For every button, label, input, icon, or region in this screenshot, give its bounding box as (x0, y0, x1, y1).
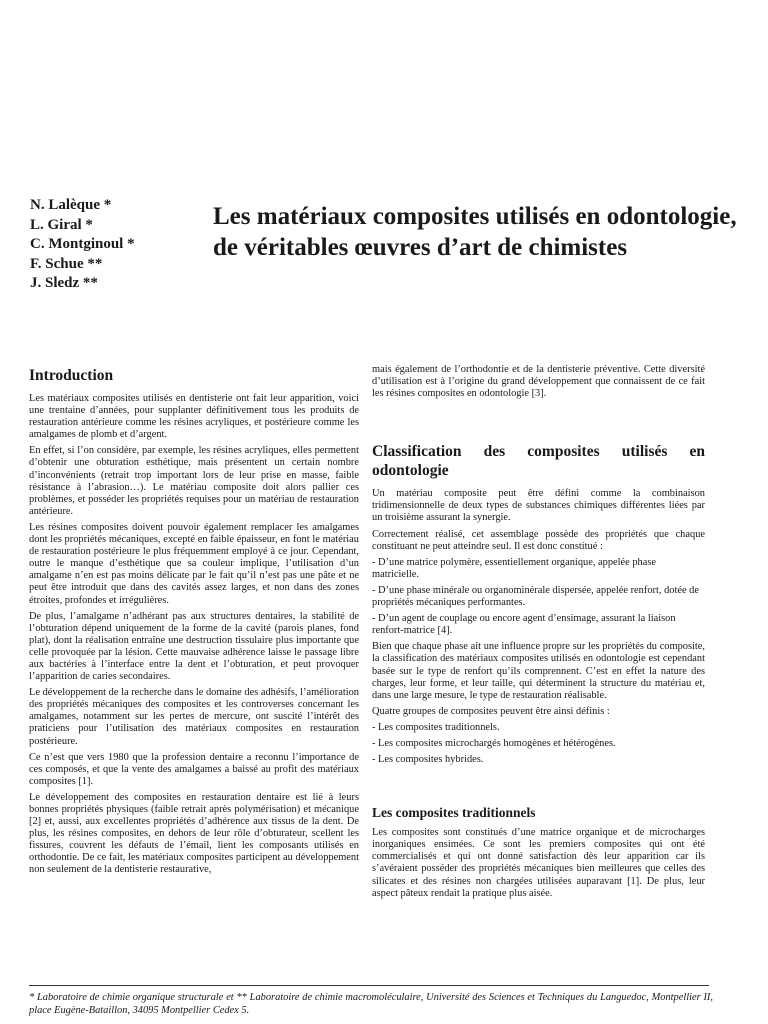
paragraph: Le développement de la recherche dans le domaine des adhésifs, l’amélioration des propriétés mécaniques des composites et les controverses concernant les amalgames, notamment sur les pertes de mercure, ont suscité l’intérêt des praticiens pour l’utilisation des matériaux composites en restauration postérieure. (29, 687, 359, 747)
paragraph: Un matériau composite peut être défini comme la combinaison tridimensionnelle de deux types de substances chimiques différentes liées par un troisième assurant la synergie. (372, 488, 705, 524)
list-item: - Les composites hybrides. (372, 754, 484, 766)
paragraph: Ce n’est que vers 1980 que la profession dentaire a reconnu l’importance de ces composés, et que la vente des amalgames a baissé au profit des matériaux composites [1]. (29, 751, 359, 787)
paragraph: Les matériaux composites utilisés en dentisterie ont fait leur apparition, voici une trentaine d’années, pour supplanter définitivement tous les produits de restauration antérieure comme les résines acryliques, et postérieure comme les amalgames de plomb et d’argent. (29, 393, 359, 441)
author-name: F. Schue ** (30, 255, 103, 272)
subsection-heading-traditionnels: Les composites traditionnels (372, 805, 536, 821)
section-heading-introduction: Introduction (29, 367, 114, 384)
list-item: - D’un agent de couplage ou encore agent d’ensimage, assurant la liaison renfort-matrice [4]. (372, 613, 676, 637)
author-name: N. Lalèque * (30, 197, 112, 213)
paragraph: Les composites sont constitués d’une matrice organique et de microcharges inorganiques ensimées. Ce sont les premiers composites qui ont été commercialisés et qui ont donné satisfaction dès leur apparition car ils s’avéraient posséder des propriétés mécaniques bien meilleures que celles des silicates et des résines non chargées utilisées auparavant [1]. De plus, leur aspect pâteux rendait la pratique plus aisée. (372, 827, 705, 899)
left-column (29, 366, 359, 881)
section-heading-classification: Classification des composites utilisés en odontologie (372, 443, 705, 480)
author-name: J. Sledz ** (30, 275, 98, 291)
paragraph: Bien que chaque phase ait une influence propre sur les propriétés du composite, la classification des matériaux composites utilisés en odontologie est cependant basée sur le type de renfort qu’ils comprennent. C’est en effet la nature des charges, leur forme, et leur taille, qui déterminent la structure du matériau et, dans une large mesure, le type de restauration réalisable. (372, 641, 705, 701)
paragraph-continuation: mais également de l’orthodontie et de la dentisterie préventive. Cette diversité d’utilisation est à l’origine du grand développement que connaissent de ce fait les résines composites en odontologie [3]. (372, 364, 705, 400)
paragraph: Correctement réalisé, cet assemblage possède des propriétés que chaque constituant ne peut atteindre seul. Il est donc constitué : (372, 528, 705, 552)
author-list (30, 196, 205, 294)
list-item: - Les composites traditionnels. (372, 721, 500, 733)
list-item: - D’une matrice polymère, essentiellement organique, appelée phase matricielle. (372, 556, 656, 580)
paragraph: En effet, si l’on considère, par exemple, les résines acryliques, elles permettent d’obtenir une obturation esthétique, mais présentent un certain nombre d’inconvénients (retrait trop important lors de leur prise en masse, faible résistance à l’abrasion…). Le matériau composite doit alors pallier ces problèmes, et posséder les propriétés requises pour un matériau de restauration antérieure. (29, 445, 359, 517)
right-column (372, 364, 705, 904)
list-item: - D’une phase minérale ou organominérale dispersée, appelée renfort, dotée de propriétés mécaniques performantes. (372, 584, 699, 609)
author-name: L. Giral * (30, 216, 93, 233)
footnote-divider (29, 985, 709, 986)
paragraph: Quatre groupes de composites peuvent être ainsi définis : (372, 705, 610, 717)
paragraph: De plus, l’amalgame n’adhérant pas aux structures dentaires, la stabilité de l’obturation dépend uniquement de la forme de la cavité (parois planes, fond plat), dont la réalisation entraîne une destruction tissulaire plus importante que celle provoquée par la lésion. Cette mauvaise adhérence laisse le passage libre aux bactéries à l’interface entre la dent et l’obturation, et peut provoquer l’apparition de caries secondaires. (29, 610, 359, 683)
paragraph: Le développement des composites en restauration dentaire est lié à leurs bonnes propriétés physiques (faible retrait après polymérisation) et mécanique [2] et, aussi, aux excellentes propriétés d’adhérence aux tissus de la dent. De plus, les résines composites, en dehors de leur rôle d’obturateur, scellent les fissures, couvrent les défauts de l’émail, lient les composants utilisés en orthodontie. De ce fait, les matériaux composites participent au développement non seulement de la dentisterie restaurative, (29, 791, 359, 876)
affiliation-footnote: * Laboratoire de chimie organique structurale et ** Laboratoire de chimie macromoléculaire, Université des Sciences et Techniques du Languedoc, Montpellier II, place Eugène-Bataillon, 34095 Montpellier Cedex 5. (29, 992, 713, 1016)
list-item: - Les composites microchargés homogènes et hétérogènes. (372, 737, 616, 749)
article-title: Les matériaux composites utilisés en odontologie, de véritables œuvres d’art de chimistes (213, 203, 737, 261)
author-name: C. Montginoul * (30, 236, 135, 252)
paragraph: Les résines composites doivent pouvoir également remplacer les amalgames dont les propriétés mécaniques, excepté en faible épaisseur, en font le matériau de restauration postérieure le plus fréquemment employé à ce jour. Cependant, outre le manque d’esthétique que sa couleur implique, l’utilisation d’un amalgame n’en est pas moins délicate par le fait qu’il n’est pas une pâte et ne peut être introduit que dans des cavités assez larges, et non dans des zones étroites, profondes et irrégulières. (29, 521, 359, 606)
